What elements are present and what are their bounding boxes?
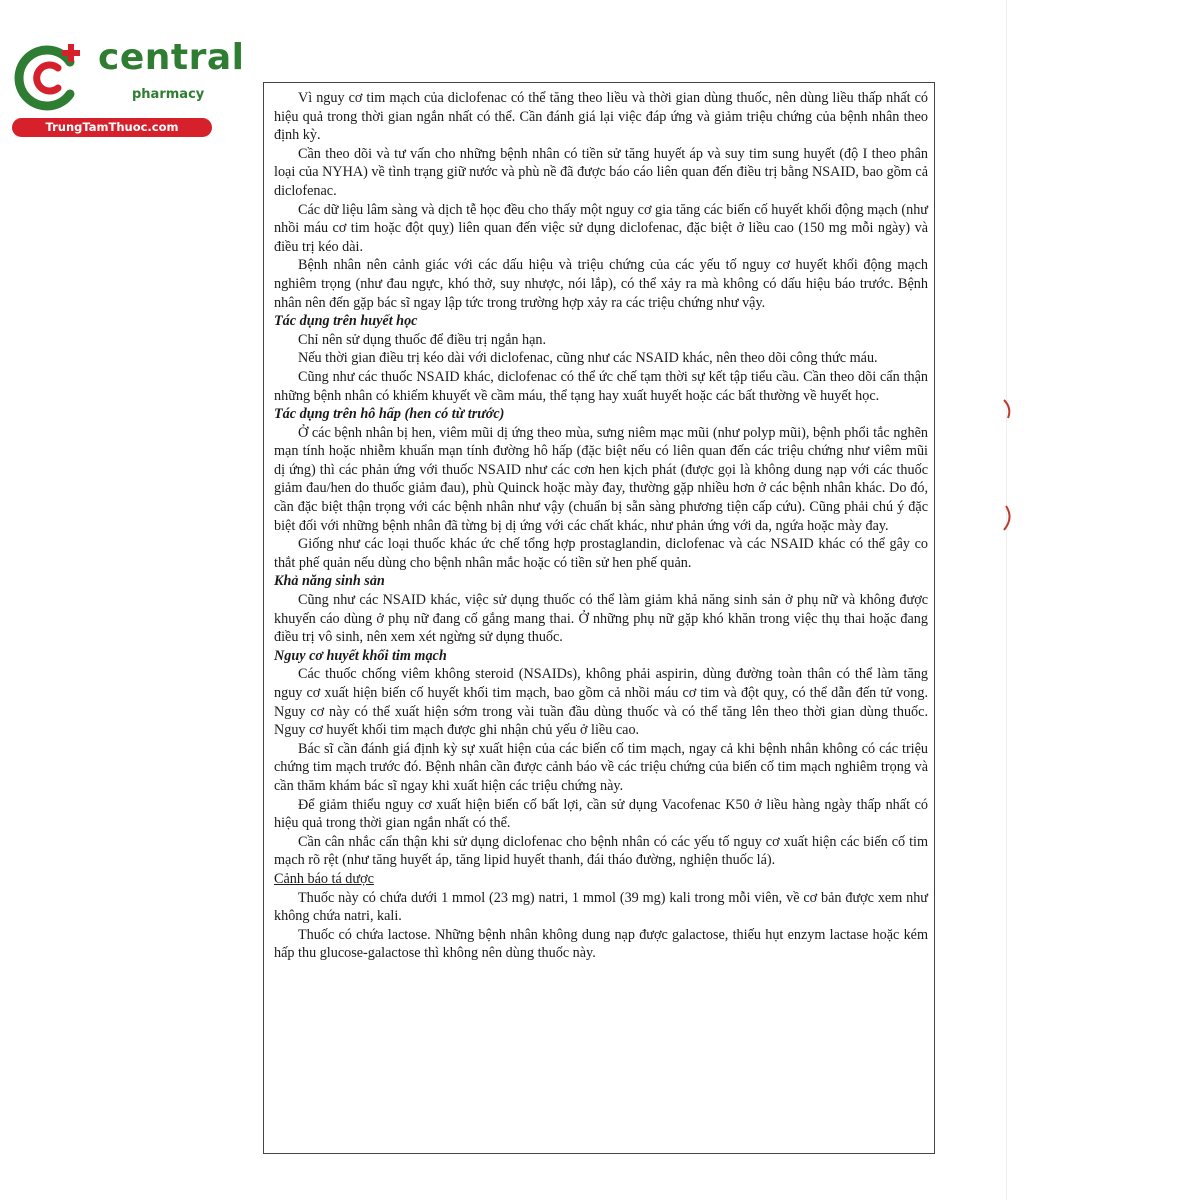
paragraph: Giống như các loại thuốc khác ức chế tổng hợp prostaglandin, diclofenac và các NSAID khác có thể gây co thắt phế quản nếu dùng cho bệnh nhân mắc hoặc có tiền sử hen phế quản. <box>274 536 928 571</box>
paragraph: Thuốc này có chứa dưới 1 mmol (23 mg) natri, 1 mmol (39 mg) kali trong mỗi viên, về cơ bản được xem như không chứa natri, kali. <box>274 889 928 925</box>
paragraph: Để giảm thiểu nguy cơ xuất hiện biến cố bất lợi, cần sử dụng Vacofenac K50 ở liều hàng ngày thấp nhất có hiệu quả trong thời gian ngắn nhất có thể. <box>274 796 928 832</box>
paragraph: Cũng như các thuốc NSAID khác, diclofenac có thể ức chế tạm thời sự kết tập tiểu cầu. Cần theo dõi cẩn thận những bệnh nhân có khiếm khuyết về cầm máu, thể tạng hay xuất huyết hoặc các bất thường về huyết học. <box>274 368 928 404</box>
paragraph: Thuốc có chứa lactose. Những bệnh nhân không dung nạp được galactose, thiếu hụt enzym lactase hoặc kém hấp thu glucose-galactose thì không nên dùng thuốc này. <box>274 926 928 962</box>
paragraph: Nếu thời gian điều trị kéo dài với diclofenac, cũng như các NSAID khác, nên theo dõi công thức máu. <box>298 350 878 367</box>
stamp-fragment <box>986 388 1016 548</box>
section-heading-fertility: Khả năng sinh sản <box>274 573 385 590</box>
page-edge-divider <box>1006 0 1007 1200</box>
section-heading-respiratory: Tác dụng trên hô hấp (hen có từ trước) <box>274 406 505 423</box>
paragraph: Ở các bệnh nhân bị hen, viêm mũi dị ứng theo mùa, sưng niêm mạc mũi (như polyp mũi), bệnh phổi tắc nghẽn mạn tính hoặc nhiễm khuẩn mạn tính đường hô hấp (đặc biệt nếu có liên quan đến các triệu chứng như viêm mũi dị ứng) thì các phản ứng với thuốc NSAID như các cơn hen kịch phát (được gọi là không dung nạp với các thuốc giảm đau/hen do thuốc giảm đau), phù Quinck hoặc mày đay, thường gặp nhiều hơn ở các bệnh nhân khác. Do đó, cần đặc biệt thận trọng với các bệnh nhân như vậy (chuẩn bị sẵn sàng phương tiện cấp cứu). Cũng phải chú ý đặc biệt đối với những bệnh nhân đã từng bị dị ứng với các chất khác, như phản ứng với da, ngứa hoặc mày đay. <box>274 424 928 534</box>
paragraph: Cần theo dõi và tư vấn cho những bệnh nhân có tiền sử tăng huyết áp và suy tim sung huyết (độ I theo phân loại của NYHA) về tình trạng giữ nước và phù nề đã được báo cáo liên quan đến điều trị bằng NSAID, bao gồm cả diclofenac. <box>274 145 928 199</box>
pharmacy-cross-icon <box>12 42 84 114</box>
paragraph: Vì nguy cơ tim mạch của diclofenac có thể tăng theo liều và thời gian dùng thuốc, nên dùng liều thấp nhất có hiệu quả trong thời gian ngắn nhất có thể. Cần đánh giá lại việc đáp ứng và giảm triệu chứng của bệnh nhân theo định kỳ. <box>274 90 928 144</box>
paragraph: Cũng như các NSAID khác, việc sử dụng thuốc có thể làm giảm khả năng sinh sản ở phụ nữ và không được khuyến cáo dùng ở phụ nữ đang cố gắng mang thai. Ở những phụ nữ gặp khó khăn trong việc thụ thai hoặc đang điều trị vô sinh, nên xem xét ngừng sử dụng thuốc. <box>274 592 928 646</box>
brand-site-link[interactable]: TrungTamThuoc.com <box>12 118 212 137</box>
paragraph: Các thuốc chống viêm không steroid (NSAIDs), không phải aspirin, dùng đường toàn thân có thể làm tăng nguy cơ xuất hiện biến cố huyết khối tim mạch, bao gồm cả nhồi máu cơ tim và đột quỵ, có thể dẫn đến tử vong. Nguy cơ này có thể xuất hiện sớm trong vài tuần đầu dùng thuốc và có thể tăng lên theo thời gian dùng thuốc. Nguy cơ huyết khối tim mạch được ghi nhận chủ yếu ở liều cao. <box>274 666 928 739</box>
document-page <box>263 82 935 1154</box>
section-heading-hematology: Tác dụng trên huyết học <box>274 313 418 330</box>
section-heading-excipients: Cảnh báo tá dược <box>274 870 374 887</box>
brand-name: central <box>98 37 245 78</box>
brand-logo <box>12 34 245 140</box>
paragraph: Các dữ liệu lâm sàng và dịch tễ học đều cho thấy một nguy cơ gia tăng các biến cố huyết khối động mạch (như nhồi máu cơ tim hoặc đột quỵ) liên quan đến việc sử dụng diclofenac, đặc biệt ở liều cao (150 mg mỗi ngày) và điều trị kéo dài. <box>274 201 928 255</box>
paragraph: Bệnh nhân nên cảnh giác với các dấu hiệu và triệu chứng của các yếu tố nguy cơ huyết khối động mạch nghiêm trọng (như đau ngực, khó thở, suy nhược, nói lắp), có thể xảy ra mà không có dấu hiệu báo trước. Bệnh nhân nên đến gặp bác sĩ ngay lập tức trong trường hợp xảy ra các triệu chứng như vậy. <box>274 257 928 311</box>
paragraph: Chỉ nên sử dụng thuốc để điều trị ngắn hạn. <box>298 331 547 348</box>
section-heading-cardiovascular: Nguy cơ huyết khối tim mạch <box>274 647 447 664</box>
brand-subtitle: pharmacy <box>132 87 205 102</box>
paragraph: Bác sĩ cần đánh giá định kỳ sự xuất hiện của các biến cố tim mạch, ngay cả khi bệnh nhân không có các triệu chứng tim mạch trước đó. Bệnh nhân cần được cảnh báo về các triệu chứng của biến cố tim mạch nghiêm trọng và cần thăm khám bác sĩ ngay khi xuất hiện các triệu chứng này. <box>274 740 928 794</box>
paragraph: Cần cân nhắc cẩn thận khi sử dụng diclofenac cho bệnh nhân có các yếu tố nguy cơ xuất hiện các biến cố tim mạch rõ rệt (như tăng huyết áp, tăng lipid huyết thanh, đái tháo đường, nghiện thuốc lá). <box>274 833 928 869</box>
